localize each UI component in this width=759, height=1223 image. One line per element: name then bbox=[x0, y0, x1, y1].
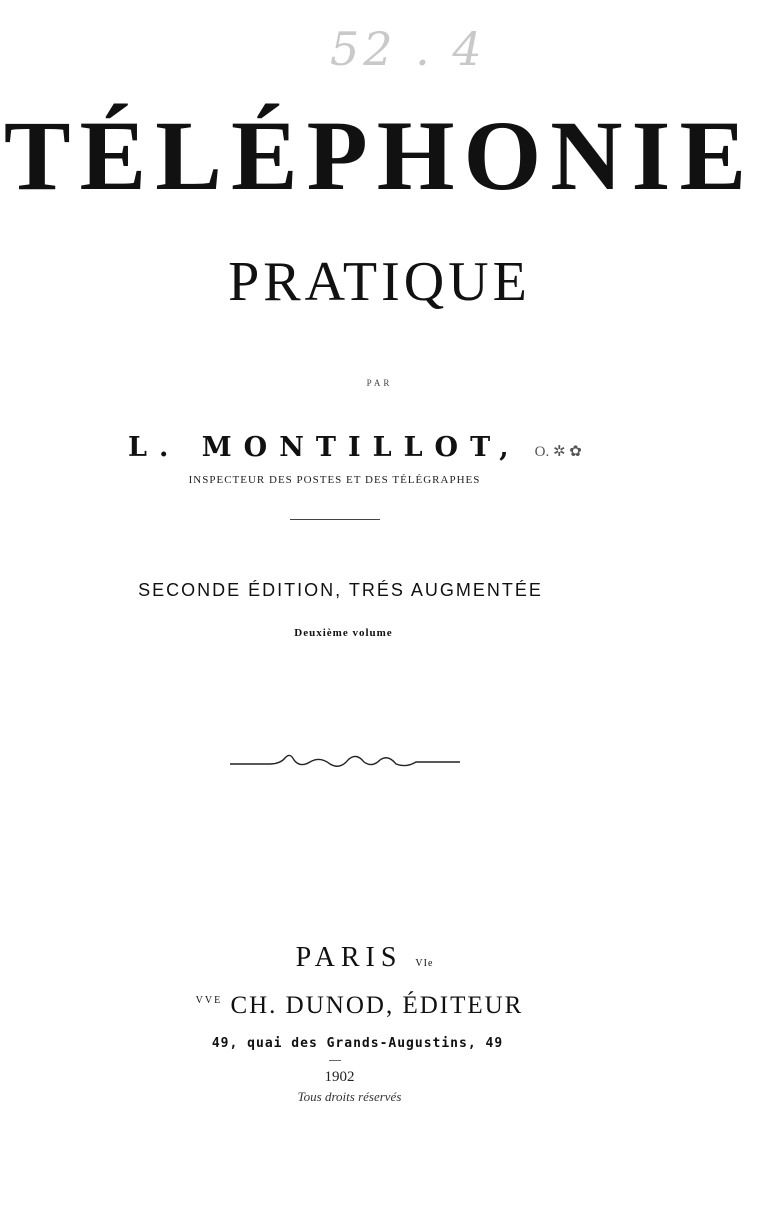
publisher-name: CH. DUNOD, ÉDITEUR bbox=[230, 992, 524, 1019]
author-name: L. MONTILLOT, bbox=[128, 432, 521, 463]
ornament-flourish-icon bbox=[230, 752, 460, 772]
author-role: INSPECTEUR DES POSTES ET DES TÉLÉGRAPHES bbox=[188, 474, 481, 486]
volume-label: Deuxième volume bbox=[294, 627, 393, 639]
author bbox=[128, 432, 728, 463]
city-name: PARIS bbox=[295, 942, 403, 973]
arrondissement: VIe bbox=[415, 958, 434, 969]
publication-year: 1902 bbox=[324, 1069, 355, 1085]
rights-notice: Tous droits réservés bbox=[297, 1089, 402, 1104]
author-decorations: O. ✲ ✿ bbox=[534, 444, 582, 460]
by-label: PAR bbox=[366, 378, 393, 388]
short-dash bbox=[329, 1060, 341, 1061]
publisher-prefix: VVE bbox=[195, 995, 223, 1006]
publisher-address: 49, quai des Grands-Augustins, 49 bbox=[211, 1036, 504, 1051]
handwritten-shelfmark: 52 . 4 bbox=[330, 22, 486, 76]
city bbox=[0, 942, 744, 974]
divider-rule bbox=[290, 519, 380, 520]
book-title: TÉLÉPHONIE bbox=[3, 100, 756, 211]
book-subtitle: PRATIQUE bbox=[228, 251, 531, 313]
publisher bbox=[0, 992, 739, 1020]
edition-statement: SECONDE ÉDITION, TRÉS AUGMENTÉE bbox=[138, 580, 543, 600]
